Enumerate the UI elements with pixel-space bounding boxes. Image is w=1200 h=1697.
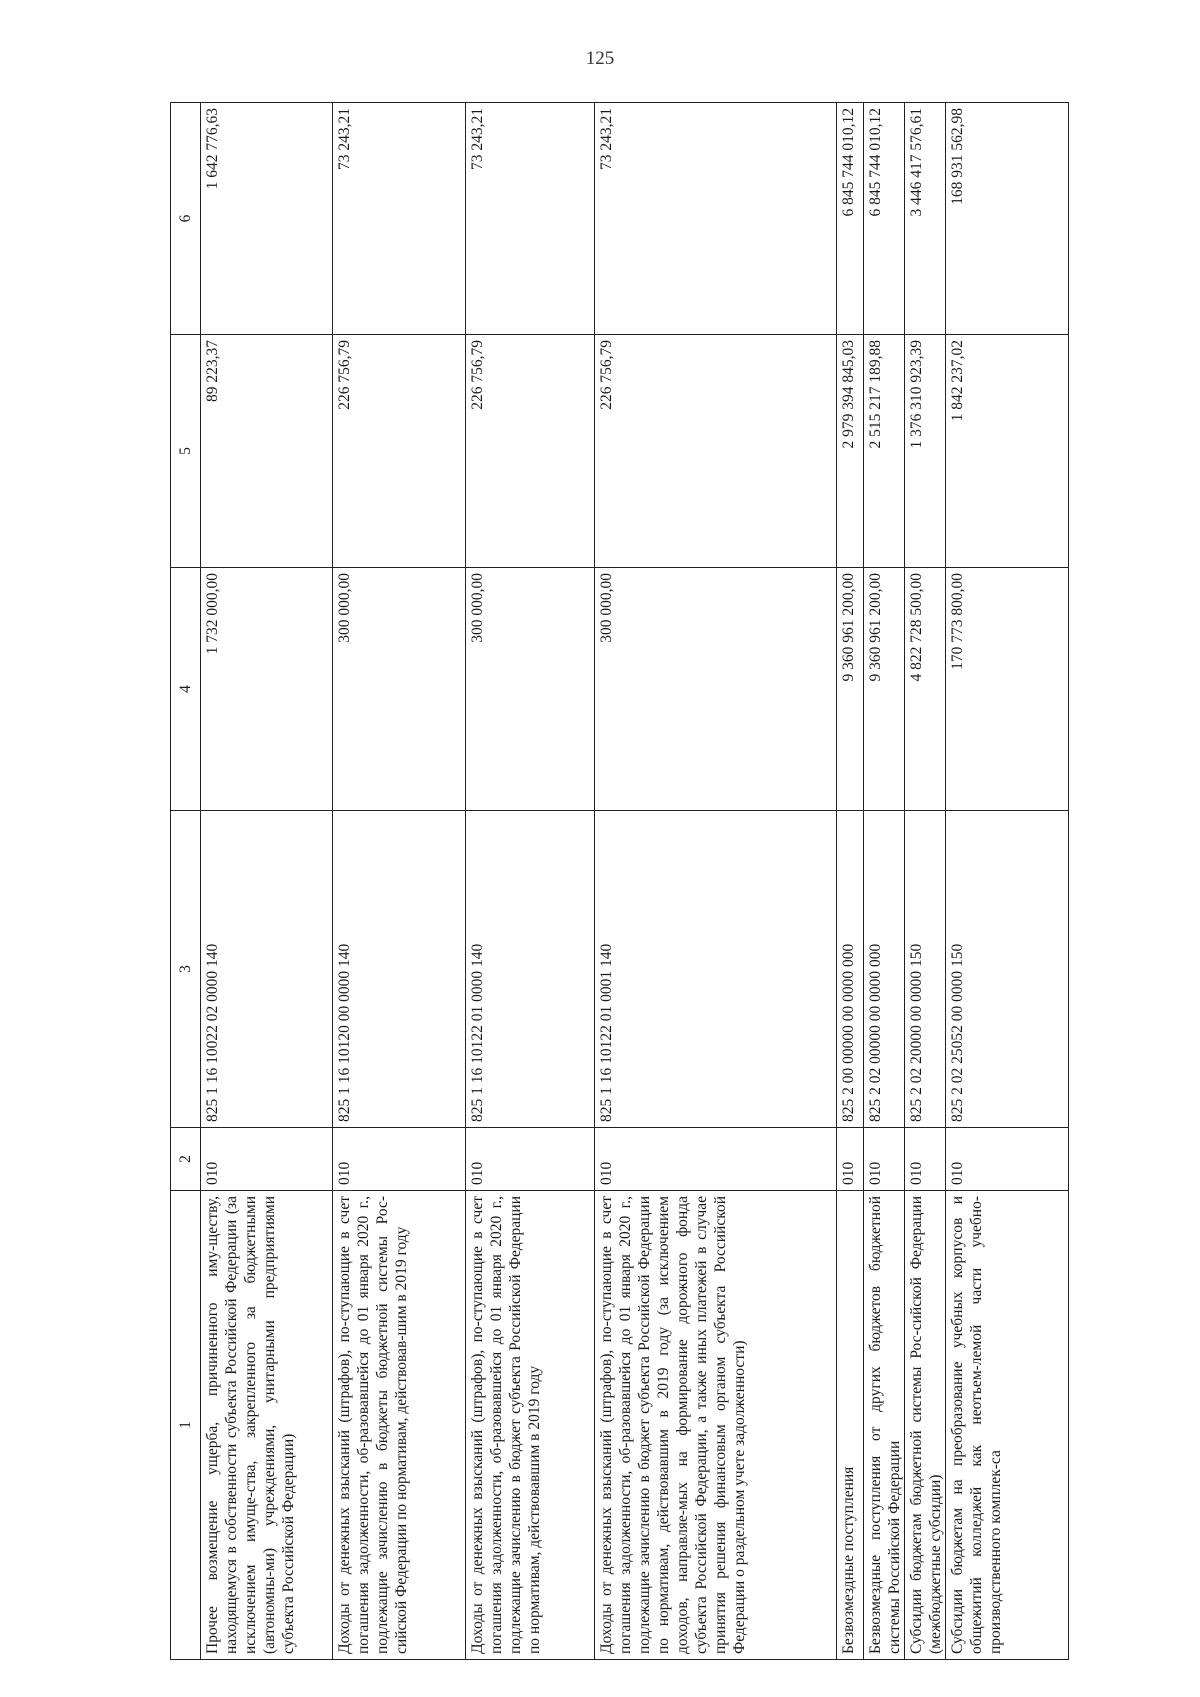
budget-revenue-table [170,102,1069,1660]
page-number: 125 [585,48,615,69]
table-row [595,103,837,1660]
column-6-amount-cell: 6 845 744 010,12 [837,103,864,335]
revenue-name-cell: Доходы от денежных взысканий (штрафов), по-ступающие в счет погашения задолженности, об-разовавшейся до 01 января 2020 г., подлежащие зачислению в бюджет субъекта Российской Федерации по нормативам, действовавшим в 2019 году [466,1191,595,1660]
header-cell: 3 [171,811,201,1128]
admin-code-cell: 010 [905,1128,946,1191]
budget-code-cell: 825 2 02 20000 00 0000 150 [905,811,946,1128]
budget-code-cell: 825 2 00 00000 00 0000 000 [837,811,864,1128]
header-cell: 6 [171,103,201,335]
approved-amount-cell: 300 000,00 [333,568,466,811]
column-6-amount-cell: 73 243,21 [595,103,837,335]
budget-code-cell: 825 1 16 10122 01 0000 140 [466,811,595,1128]
admin-code-cell: 010 [946,1128,1069,1191]
revenue-name-cell: Субсидии бюджетам на преобразование учебных корпусов и общежитий колледжей как неотъем-лемой части учебно-производственного комплек-са [946,1191,1069,1660]
approved-amount-cell: 9 360 961 200,00 [837,568,864,811]
budget-code-cell: 825 1 16 10120 00 0000 140 [333,811,466,1128]
column-6-amount-cell: 1 642 776,63 [201,103,333,335]
revenue-name-cell: Доходы от денежных взысканий (штрафов), по-ступающие в счет погашения задолженности, об-разовавшейся до 01 января 2020 г., подлежащие зачислению в бюджеты бюджетной системы Рос-сийской Федерации по нормативам, действовав-шим в 2019 году [333,1191,466,1660]
approved-amount-cell: 300 000,00 [466,568,595,811]
revenue-name-cell: Субсидии бюджетам бюджетной системы Рос-сийской Федерации (межбюджетные субсидии) [905,1191,946,1660]
approved-amount-cell: 170 773 800,00 [946,568,1069,811]
admin-code-cell: 010 [466,1128,595,1191]
revenue-name-cell: Безвозмездные поступления [837,1191,864,1660]
executed-amount-cell: 2 515 217 189,88 [864,335,905,568]
approved-amount-cell: 9 360 961 200,00 [864,568,905,811]
rotated-table-wrapper [170,103,1066,1660]
table-row [837,103,864,1660]
header-cell: 2 [171,1128,201,1191]
executed-amount-cell: 1 842 237,02 [946,335,1069,568]
admin-code-cell: 010 [333,1128,466,1191]
column-6-amount-cell: 73 243,21 [333,103,466,335]
approved-amount-cell: 1 732 000,00 [201,568,333,811]
column-6-amount-cell: 6 845 744 010,12 [864,103,905,335]
header-cell: 4 [171,568,201,811]
admin-code-cell: 010 [595,1128,837,1191]
executed-amount-cell: 1 376 310 923,39 [905,335,946,568]
admin-code-cell: 010 [201,1128,333,1191]
table-row [946,103,1069,1660]
column-6-amount-cell: 168 931 562,98 [946,103,1069,335]
executed-amount-cell: 226 756,79 [595,335,837,568]
table-row [466,103,595,1660]
column-6-amount-cell: 73 243,21 [466,103,595,335]
header-cell: 5 [171,335,201,568]
table-row [201,103,333,1660]
header-cell: 1 [171,1191,201,1660]
table-row [333,103,466,1660]
column-6-amount-cell: 3 446 417 576,61 [905,103,946,335]
revenue-name-cell: Прочее возмещение ущерба, причиненного иму-ществу, находящемуся в собственности субъекта Российской Федерации (за исключением имуще-ства, закрепленного за бюджетными (автономны-ми) учреждениями, унитарными предприятиями субъекта Российской Федерации) [201,1191,333,1660]
budget-code-cell: 825 1 16 10122 01 0001 140 [595,811,837,1128]
budget-code-cell: 825 2 02 00000 00 0000 000 [864,811,905,1128]
executed-amount-cell: 226 756,79 [333,335,466,568]
executed-amount-cell: 89 223,37 [201,335,333,568]
budget-code-cell: 825 1 16 10022 02 0000 140 [201,811,333,1128]
approved-amount-cell: 4 822 728 500,00 [905,568,946,811]
budget-code-cell: 825 2 02 25052 00 0000 150 [946,811,1069,1128]
executed-amount-cell: 226 756,79 [466,335,595,568]
table-row [905,103,946,1660]
table-header-row [171,103,201,1660]
revenue-name-cell: Безвозмездные поступления от других бюджетов бюджетной системы Российской Федерации [864,1191,905,1660]
table-row [864,103,905,1660]
admin-code-cell: 010 [837,1128,864,1191]
admin-code-cell: 010 [864,1128,905,1191]
executed-amount-cell: 2 979 394 845,03 [837,335,864,568]
revenue-name-cell: Доходы от денежных взысканий (штрафов), по-ступающие в счет погашения задолженности, об-разовавшейся до 01 января 2020 г., подлежащие зачислению в бюджет субъекта Российской Федерации по нормативам, действовавшим в 2019 году (за исключением доходов, направляе-мых на формирование дорожного фонда субъекта Российской Федерации, а также иных платежей в случае принятия решения финансовым органом субъекта Российской Федерации о раздельном учете задолженности) [595,1191,837,1660]
approved-amount-cell: 300 000,00 [595,568,837,811]
